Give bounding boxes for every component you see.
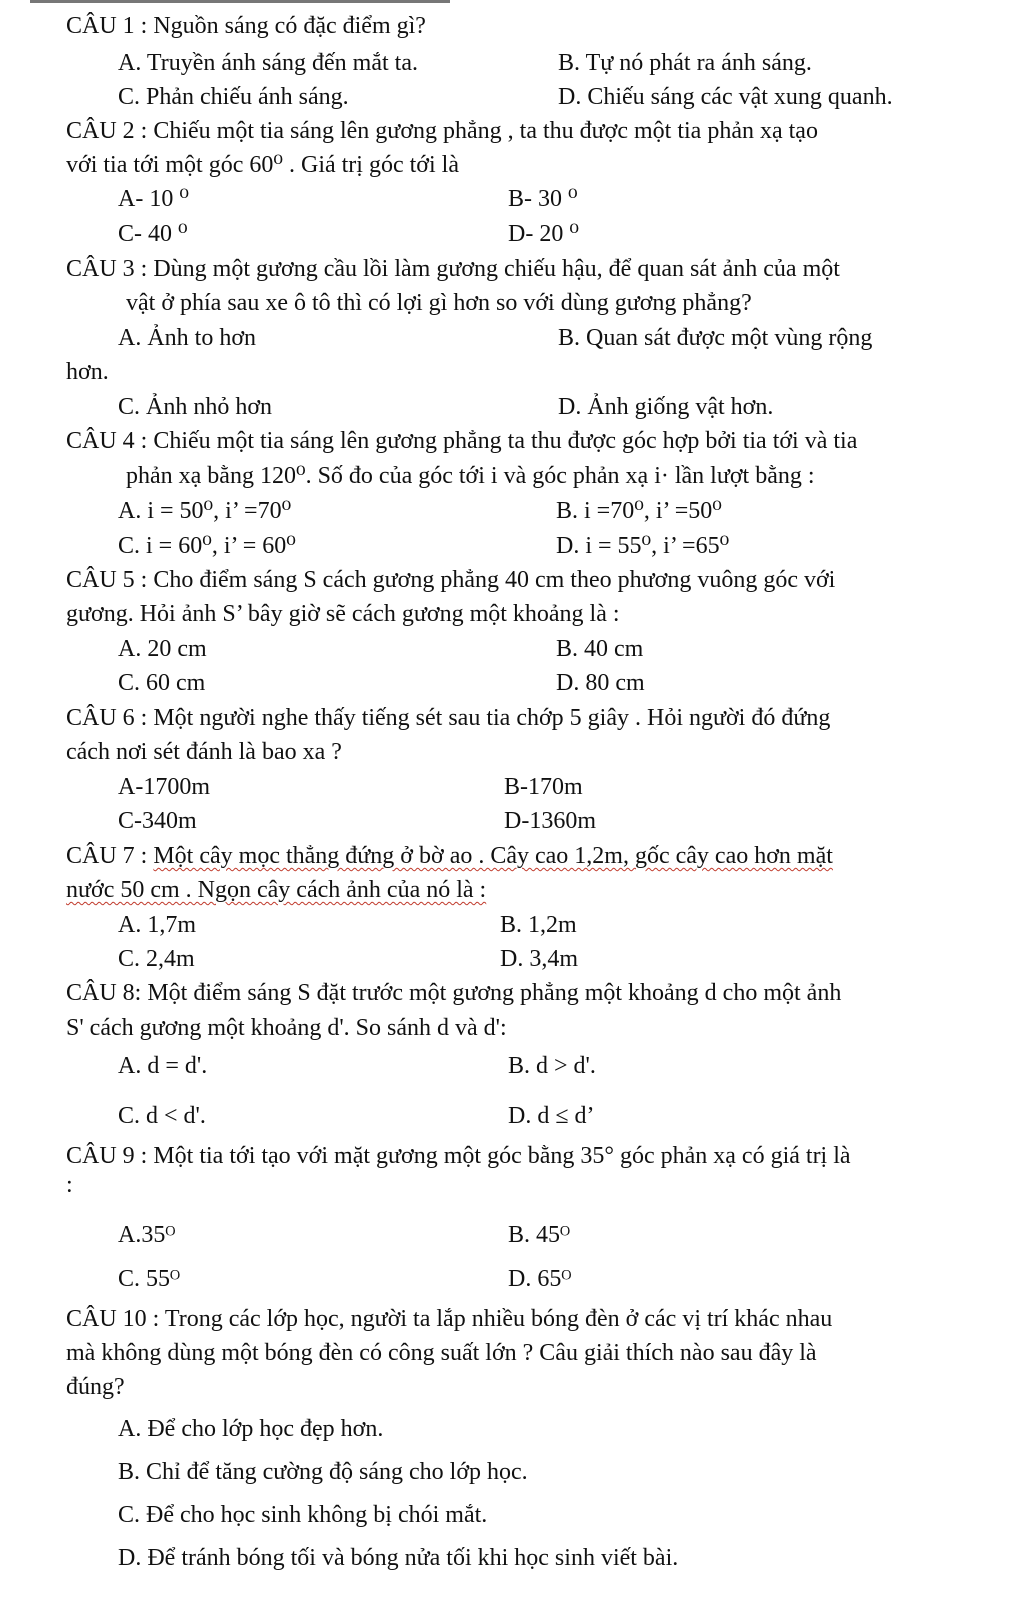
question-2-option-d: D- 20 ⁰ [508, 221, 579, 247]
question-3-option-a: A. Ảnh to hơn [118, 325, 257, 351]
question-2-title-line-2: với tia tới một góc 60⁰ . Giá trị góc tới là [66, 152, 459, 178]
question-8-option-d: D. d ≤ d’ [508, 1103, 595, 1129]
question-10-title-line-2: mà không dùng một bóng đèn có công suất lớn ? Câu giải thích nào sau đây là [66, 1340, 817, 1366]
question-6-title-line-2: cách nơi sét đánh là bao xa ? [66, 739, 342, 765]
question-5-option-c: C. 60 cm [118, 670, 206, 696]
question-4-title-line-2: phản xạ bằng 120⁰. Số đo của góc tới i và góc phản xạ i· lần lượt bằng : [126, 463, 815, 489]
question-1-option-b: B. Tự nó phát ra ánh sáng. [558, 50, 812, 76]
question-7-option-b: B. 1,2m [500, 912, 577, 938]
question-4-title-line-1: CÂU 4 : Chiếu một tia sáng lên gương phẳng ta thu được góc hợp bởi tia tới và tia [66, 428, 858, 454]
question-10-option-c: C. Để cho học sinh không bị chói mắt. [118, 1502, 488, 1528]
question-5-option-a: A. 20 cm [118, 636, 207, 662]
question-3-option-c: C. Ảnh nhỏ hơn [118, 394, 273, 420]
question-8-title-line-1: CÂU 8: Một điểm sáng S đặt trước một gương phẳng một khoảng d cho một ảnh [66, 980, 842, 1006]
question-4-option-c: C. i = 60⁰, i’ = 60⁰ [118, 533, 296, 559]
question-7-number: CÂU 7 : [66, 843, 154, 869]
question-5-option-d: D. 80 cm [556, 670, 645, 696]
question-8-option-b: B. d > d'. [508, 1053, 596, 1079]
question-6-option-a: A-1700m [118, 774, 210, 800]
question-10-option-d: D. Để tránh bóng tối và bóng nửa tối khi học sinh viết bài. [118, 1545, 679, 1571]
question-1-option-c: C. Phản chiếu ánh sáng. [118, 84, 349, 110]
question-9-title-line-2: : [66, 1172, 73, 1198]
question-4-option-b: B. i =70⁰, i’ =50⁰ [556, 498, 722, 524]
question-2-option-c: C- 40 ⁰ [118, 221, 188, 247]
question-1-title: CÂU 1 : Nguồn sáng có đặc điểm gì? [66, 13, 426, 39]
question-2-title-line-1: CÂU 2 : Chiếu một tia sáng lên gương phẳng , ta thu được một tia phản xạ tạo [66, 118, 818, 144]
question-3-title-line-1: CÂU 3 : Dùng một gương cầu lồi làm gương chiếu hậu, để quan sát ảnh của một [66, 256, 840, 282]
question-7-option-c: C. 2,4m [118, 946, 195, 972]
question-9-option-a: A.35ᴼ [118, 1222, 176, 1248]
question-9-title-line-1: CÂU 9 : Một tia tới tạo với mặt gương một góc bằng 35° góc phản xạ có giá trị là [66, 1143, 851, 1169]
question-7-title-line-1 [66, 841, 833, 871]
question-10-option-a: A. Để cho lớp học đẹp hơn. [118, 1416, 384, 1442]
question-5-title-line-1: CÂU 5 : Cho điểm sáng S cách gương phẳng 40 cm theo phương vuông góc với [66, 567, 836, 593]
question-3-option-b: B. Quan sát được một vùng rộng [558, 325, 873, 351]
question-7-option-a: A. 1,7m [118, 912, 196, 938]
question-5-title-line-2: gương. Hỏi ảnh S’ bây giờ sẽ cách gương một khoảng là : [66, 601, 620, 627]
question-6-option-c: C-340m [118, 808, 197, 834]
question-2-option-a: A- 10 ⁰ [118, 186, 189, 212]
question-3-option-d: D. Ảnh giống vật hơn. [558, 394, 774, 420]
question-4-option-d: D. i = 55⁰, i’ =65⁰ [556, 533, 730, 559]
question-9-option-b: B. 45ᴼ [508, 1222, 571, 1248]
question-8-option-a: A. d = d'. [118, 1053, 208, 1079]
question-9-option-d: D. 65ᴼ [508, 1266, 572, 1292]
question-10-title-line-3: đúng? [66, 1374, 125, 1400]
question-7-title-text: Một cây mọc thẳng đứng ở bờ ao . Cây cao 1,2m, gốc cây cao hơn mặt [153, 843, 833, 869]
question-3-title-line-2: vật ở phía sau xe ô tô thì có lợi gì hơn so với dùng gương phẳng? [126, 290, 752, 316]
question-3-option-b-continued: hơn. [66, 359, 109, 385]
question-10-title-line-1: CÂU 10 : Trong các lớp học, người ta lắp nhiều bóng đèn ở các vị trí khác nhau [66, 1306, 833, 1332]
question-8-title-line-2: S' cách gương một khoảng d'. So sánh d và d': [66, 1015, 507, 1041]
question-10-option-b: B. Chỉ để tăng cường độ sáng cho lớp học. [118, 1459, 528, 1485]
question-5-option-b: B. 40 cm [556, 636, 644, 662]
question-6-title-line-1: CÂU 6 : Một người nghe thấy tiếng sét sau tia chớp 5 giây . Hỏi người đó đứng [66, 705, 831, 731]
question-8-option-c: C. d < d'. [118, 1103, 206, 1129]
question-9-option-c: C. 55ᴼ [118, 1266, 181, 1292]
question-7-option-d: D. 3,4m [500, 946, 578, 972]
question-2-option-b: B- 30 ⁰ [508, 186, 578, 212]
question-6-option-b: B-170m [504, 774, 583, 800]
cropped-top-text-fragment [0, 0, 1024, 6]
question-7-title-line-2: nước 50 cm . Ngọn cây cách ảnh của nó là : [66, 877, 487, 903]
question-6-option-d: D-1360m [504, 808, 596, 834]
question-1-option-d: D. Chiếu sáng các vật xung quanh. [558, 84, 893, 110]
question-4-option-a: A. i = 50⁰, i’ =70⁰ [118, 498, 292, 524]
question-1-option-a: A. Truyền ánh sáng đến mắt ta. [118, 50, 418, 76]
